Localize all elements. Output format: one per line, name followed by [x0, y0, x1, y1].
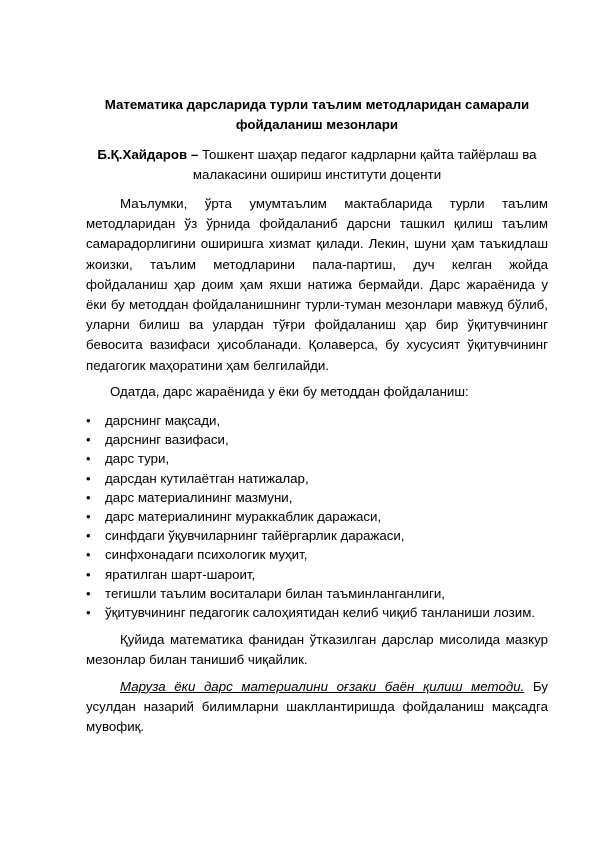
intro-paragraph: Маълумки, ўрта умумтаълим мактабларида турли таълим методларидан ўз ўрнида фойдаланиб дарсни ташкил қилиш таълим самарадорлигини оширишга хизмат қилади. Лекин, шуни ҳам таъкидлаш жоизки, таълим методларини пала-партиш, дуч келган жойда фойдаланиш ҳар доим ҳам яхши натижа бермайди. Дарс жараёнида у ёки бу методдан фойдаланишнинг турли-туман мезонлари мавжуд бўлиб, уларни билиш ва улардан тўғри фойдаланиш ҳар бир ўқитувчининг бевосита вазифаси ҳисобланади. Қолаверса, бу хусусият ўқитувчининг педагогик маҳоратини ҳам белгилайди.: [86, 196, 548, 373]
list-item: • дарсдан кутилаётган натижалар,: [86, 469, 548, 488]
author-line: [86, 145, 548, 185]
list-item: • дарс материалининг мураккаблик даражаси,: [86, 507, 548, 526]
author-separator: –: [187, 147, 202, 162]
method-title: Маруза ёки дарс материалини оғзаки баён қилиш методи.: [120, 678, 525, 694]
bullet-icon: •: [86, 547, 91, 563]
list-item: • дарс тури,: [86, 449, 548, 468]
bullet-icon: •: [86, 413, 91, 429]
criteria-list: [86, 411, 548, 622]
bullet-icon: •: [86, 489, 91, 505]
list-item: • дарснинг мақсади,: [86, 411, 548, 430]
bullet-icon: •: [86, 509, 91, 525]
bullet-icon: •: [86, 432, 91, 448]
list-item: • синфдаги ўқувчиларнинг тайёргарлик даражаси,: [86, 526, 548, 545]
list-item: • дарснинг вазифаси,: [86, 430, 548, 449]
bullet-icon: •: [86, 585, 91, 601]
author-name: Б.Қ.Хайдаров: [97, 147, 188, 162]
examples-paragraph: Қуйида математика фанидан ўтказилган дарслар мисолида мазкур мезонлар билан танишиб чиқайлик.: [86, 632, 548, 668]
list-item: • синфхонадаги психологик муҳит,: [86, 545, 548, 564]
bullet-icon: •: [86, 605, 91, 621]
list-item: • ўқитувчининг педагогик салоҳиятидан келиб чиқиб танланиши лозим.: [86, 603, 548, 622]
criteria-intro-paragraph: Одатда, дарс жараёнида у ёки бу методдан фойдаланиш:: [110, 383, 469, 399]
list-item: • яратилган шарт-шароит,: [86, 565, 548, 584]
bullet-icon: •: [86, 470, 91, 486]
list-item: • дарс материалининг мазмуни,: [86, 488, 548, 507]
bullet-icon: •: [86, 528, 91, 544]
bullet-icon: •: [86, 566, 91, 582]
author-position: Тошкент шаҳар педагог кадрларни қайта тайёрлаш ва малакасини ошириш институти доценти: [192, 147, 537, 182]
document-title: Математика дарсларида турли таълим методларидан самарали фойдаланиш мезонлари: [104, 97, 530, 132]
list-item: • тегишли таълим воситалари билан таъминланганлиги,: [86, 584, 548, 603]
method-paragraph: [86, 677, 548, 738]
bullet-icon: •: [86, 451, 91, 467]
method-description: Бу усулдан назарий билимларни шакллантиришда фойдаланиш мақсадга мувофиқ.: [86, 678, 548, 735]
